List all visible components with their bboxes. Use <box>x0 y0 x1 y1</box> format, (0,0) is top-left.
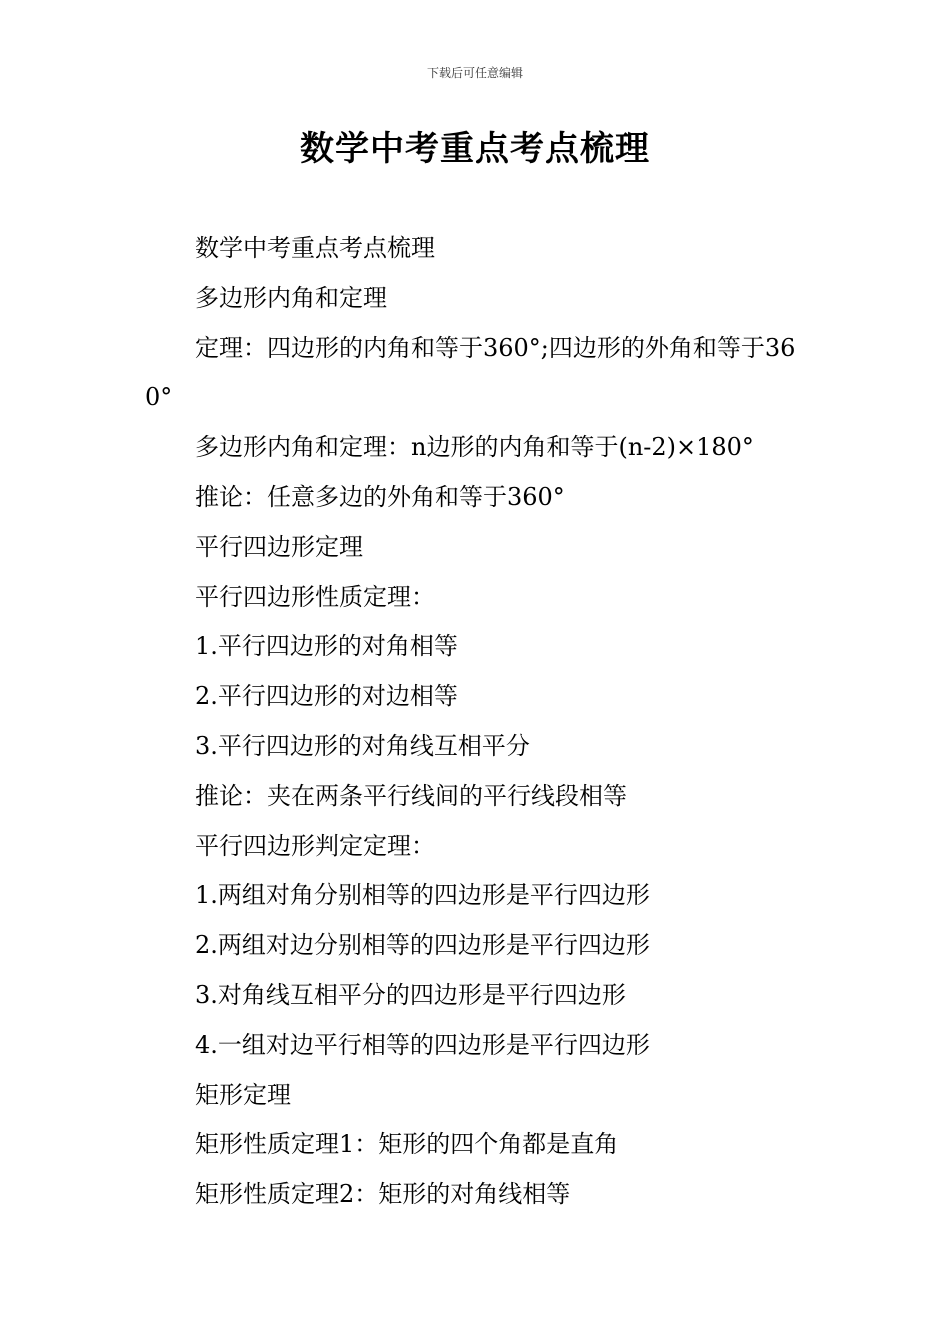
list-item: 2.平行四边形的对边相等 <box>195 682 458 711</box>
document-body <box>145 224 810 1220</box>
section-heading: 平行四边形定理 <box>195 532 363 561</box>
list-item: 2.两组对边分别相等的四边形是平行四边形 <box>195 931 650 960</box>
paragraph: 平行四边形性质定理： <box>195 582 435 611</box>
paragraph: 平行四边形判定定理： <box>195 831 435 860</box>
paragraph: 多边形内角和定理：n边形的内角和等于(n-2)×180° <box>195 433 754 462</box>
section-heading: 矩形定理 <box>195 1080 291 1109</box>
list-item: 3.平行四边形的对角线互相平分 <box>195 731 530 760</box>
header-note: 下载后可任意编辑 <box>426 66 523 80</box>
paragraph: 推论：夹在两条平行线间的平行线段相等 <box>195 781 627 810</box>
paragraph: 数学中考重点考点梳理 <box>195 234 435 262</box>
list-item: 1.两组对角分别相等的四边形是平行四边形 <box>195 881 650 910</box>
paragraph: 定理：四边形的内角和等于360°;四边形的外角和等于360° <box>145 333 796 412</box>
paragraph: 推论：任意多边的外角和等于360° <box>195 482 565 511</box>
list-item: 3.对角线互相平分的四边形是平行四边形 <box>195 980 626 1009</box>
paragraph: 矩形性质定理2：矩形的对角线相等 <box>195 1180 571 1209</box>
document-title: 数学中考重点考点梳理 <box>300 129 650 169</box>
list-item: 1.平行四边形的对角相等 <box>195 632 458 661</box>
list-item: 4.一组对边平行相等的四边形是平行四边形 <box>195 1030 650 1059</box>
paragraph: 矩形性质定理1：矩形的四个角都是直角 <box>195 1130 619 1159</box>
section-heading: 多边形内角和定理 <box>195 283 387 312</box>
